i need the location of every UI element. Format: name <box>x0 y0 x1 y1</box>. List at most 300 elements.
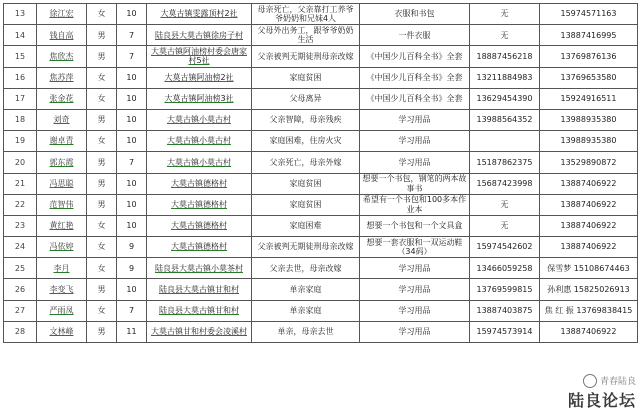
age: 10 <box>126 9 137 19</box>
sex: 女 <box>97 72 106 82</box>
address: 大莫古镇阿油榜2社 <box>164 72 234 82</box>
wish: 学习用品 <box>398 305 431 315</box>
table-row <box>4 173 638 194</box>
age: 7 <box>128 51 135 61</box>
reason-cell <box>252 321 360 342</box>
reason-cell <box>252 237 360 258</box>
age: 7 <box>128 30 135 40</box>
age-cell <box>117 25 147 46</box>
age-cell <box>117 258 147 279</box>
parent-phone-cell <box>470 4 540 25</box>
reason-cell <box>252 25 360 46</box>
wish: 学习用品 <box>398 263 431 273</box>
sex-cell <box>87 237 117 258</box>
wechat-icon <box>583 374 597 388</box>
contact-phone: 13887406922 <box>560 221 617 231</box>
parent-phone-cell <box>470 46 540 67</box>
age-cell <box>117 215 147 236</box>
reason: 父亲死亡，母亲外嫁 <box>269 157 342 167</box>
parent-phone: 无 <box>500 200 509 210</box>
wish-cell <box>360 46 470 67</box>
wish: 想要一套衣服和一双运动鞋（34码） <box>366 237 463 257</box>
wish: 《中国少儿百科全书》全套 <box>366 94 463 104</box>
row-number-cell <box>4 173 37 194</box>
address-cell <box>147 300 252 321</box>
address: 大莫古镇德格村 <box>171 200 227 210</box>
contact-phone: 13988935380 <box>560 115 617 125</box>
reason: 父母外出务工，跟爷爷奶奶生活 <box>257 25 354 45</box>
sex-cell <box>87 321 117 342</box>
wish: 学习用品 <box>398 284 431 294</box>
reason-cell <box>252 194 360 215</box>
wish-cell <box>360 215 470 236</box>
table-row <box>4 25 638 46</box>
address-cell <box>147 131 252 152</box>
table-row <box>4 258 638 279</box>
parent-phone: 无 <box>500 221 509 231</box>
wish-cell <box>360 88 470 109</box>
child-name-cell <box>37 88 87 109</box>
age-cell <box>117 131 147 152</box>
row-number-cell <box>4 88 37 109</box>
wish: 《中国少儿百科全书》全套 <box>366 51 463 61</box>
sex: 女 <box>97 263 106 273</box>
row-number-cell <box>4 152 37 173</box>
sex: 女 <box>97 136 106 146</box>
child-name-cell <box>37 131 87 152</box>
row-number: 13 <box>14 9 26 19</box>
wish-cell <box>360 4 470 25</box>
parent-phone-cell <box>470 25 540 46</box>
parent-phone: 15187862375 <box>476 157 533 167</box>
contact-phone: 保雪梦 15108674463 <box>547 263 630 273</box>
child-name: 严雨凤 <box>49 305 74 315</box>
table-row <box>4 215 638 236</box>
child-name: 李变飞 <box>49 284 74 294</box>
row-number: 18 <box>14 115 26 125</box>
reason: 家庭贫困 <box>289 72 322 82</box>
parent-phone-cell <box>470 88 540 109</box>
sex-cell <box>87 25 117 46</box>
table-row <box>4 4 638 25</box>
row-number: 15 <box>14 51 26 61</box>
address: 大莫古镇小莫古村 <box>167 115 231 125</box>
child-name: 文林峰 <box>49 327 74 337</box>
age-cell <box>117 4 147 25</box>
parent-phone: 13211884983 <box>476 72 533 82</box>
address: 大莫古镇小莫古村 <box>167 157 231 167</box>
parent-phone: 18887456218 <box>476 51 533 61</box>
reason: 父亲被判无期徒刑母亲改嫁 <box>257 51 354 61</box>
parent-phone-cell <box>470 279 540 300</box>
reason-cell <box>252 131 360 152</box>
sex-cell <box>87 215 117 236</box>
row-number-cell <box>4 4 37 25</box>
parent-phone-cell <box>470 321 540 342</box>
reason: 家庭困难 <box>289 221 322 231</box>
contact-phone: 13769876136 <box>560 51 617 61</box>
contact-phone-cell <box>540 215 638 236</box>
wish-cell <box>360 258 470 279</box>
contact-phone-cell <box>540 67 638 88</box>
child-name-cell <box>37 237 87 258</box>
address-cell <box>147 67 252 88</box>
parent-phone-cell <box>470 67 540 88</box>
child-name: 徐江宏 <box>49 9 74 19</box>
parent-phone: 15687423998 <box>476 178 533 188</box>
watermark-bottom: 陆良论坛 <box>567 391 636 410</box>
sex-cell <box>87 46 117 67</box>
wish-cell <box>360 131 470 152</box>
reason: 单亲家庭 <box>289 284 322 294</box>
row-number: 24 <box>14 242 26 252</box>
row-number-cell <box>4 194 37 215</box>
parent-phone: 13769599815 <box>476 284 533 294</box>
contact-phone-cell <box>540 88 638 109</box>
age: 7 <box>128 305 135 315</box>
contact-phone-cell <box>540 279 638 300</box>
wish-cell <box>360 321 470 342</box>
wish-cell <box>360 25 470 46</box>
parent-phone: 13988564352 <box>476 115 533 125</box>
wish: 想要一个书包和一个文具盒 <box>366 221 463 231</box>
age: 11 <box>126 327 137 337</box>
contact-phone: 13887406922 <box>560 200 617 210</box>
wish-cell <box>360 152 470 173</box>
parent-phone-cell <box>470 109 540 130</box>
sex-cell <box>87 88 117 109</box>
contact-phone-cell <box>540 258 638 279</box>
child-name-cell <box>37 46 87 67</box>
table-row <box>4 152 638 173</box>
reason: 母亲死亡，父亲靠打工养爷爷奶奶和兄妹4人 <box>257 4 354 24</box>
reason-cell <box>252 279 360 300</box>
age: 10 <box>126 94 137 104</box>
child-name: 黄红艳 <box>49 221 74 231</box>
row-number-cell <box>4 300 37 321</box>
sex: 男 <box>97 200 106 210</box>
age: 10 <box>126 178 137 188</box>
address: 大莫古镇德格村 <box>171 242 227 252</box>
row-number-cell <box>4 279 37 300</box>
age: 10 <box>126 115 137 125</box>
child-name: 谢卓青 <box>49 136 74 146</box>
address: 大莫古镇雯露顶村2社 <box>160 9 238 19</box>
row-number: 26 <box>14 284 26 294</box>
age-cell <box>117 46 147 67</box>
sex-cell <box>87 279 117 300</box>
age: 10 <box>126 200 137 210</box>
row-number-cell <box>4 131 37 152</box>
reason: 父亲去世，母亲改嫁 <box>269 263 342 273</box>
child-name-cell <box>37 4 87 25</box>
parent-phone: 无 <box>500 30 509 40</box>
table-row <box>4 321 638 342</box>
table-row <box>4 109 638 130</box>
sex-cell <box>87 300 117 321</box>
contact-phone-cell <box>540 46 638 67</box>
sex-cell <box>87 194 117 215</box>
contact-phone-cell <box>540 300 638 321</box>
address-cell <box>147 109 252 130</box>
child-name: 冯依婷 <box>49 242 74 252</box>
sex: 男 <box>97 327 106 337</box>
contact-phone-cell <box>540 152 638 173</box>
child-name: 焦苏萍 <box>49 72 74 82</box>
child-name: 钱自高 <box>49 30 74 40</box>
sex: 女 <box>97 242 106 252</box>
child-name-cell <box>37 152 87 173</box>
contact-phone: 15974571163 <box>560 9 617 19</box>
age-cell <box>117 300 147 321</box>
age-cell <box>117 88 147 109</box>
parent-phone: 无 <box>500 9 509 19</box>
address: 陆良县大莫古镇小莫茶村 <box>155 263 243 273</box>
address: 大莫古镇德格村 <box>171 178 227 188</box>
row-number: 21 <box>14 178 26 188</box>
sex-cell <box>87 67 117 88</box>
table-row <box>4 300 638 321</box>
address-cell <box>147 215 252 236</box>
reason-cell <box>252 152 360 173</box>
row-number: 17 <box>14 94 26 104</box>
row-number-cell <box>4 109 37 130</box>
age: 7 <box>128 157 135 167</box>
wish-cell <box>360 194 470 215</box>
parent-phone-cell <box>470 258 540 279</box>
reason-cell <box>252 67 360 88</box>
wish: 希望有一个书包和100多本作业本 <box>362 195 467 214</box>
table-row <box>4 237 638 258</box>
child-name-cell <box>37 215 87 236</box>
wish-cell <box>360 300 470 321</box>
child-name: 焦欣杰 <box>49 51 74 61</box>
address: 大莫古镇阿油榜村委会唐家村5社 <box>151 46 247 66</box>
row-number: 28 <box>14 327 26 337</box>
contact-phone-cell <box>540 109 638 130</box>
address: 陆良县大莫古镇徐房子村 <box>155 30 243 40</box>
reason-cell <box>252 4 360 25</box>
parent-phone-cell <box>470 131 540 152</box>
sex: 男 <box>97 157 106 167</box>
address: 陆良县大莫古镇甘和村 <box>159 305 239 315</box>
age: 10 <box>126 284 137 294</box>
contact-phone-cell <box>540 194 638 215</box>
parent-phone: 13887403875 <box>476 305 533 315</box>
contact-phone-cell <box>540 25 638 46</box>
wish: 学习用品 <box>398 327 431 337</box>
sex: 男 <box>97 30 106 40</box>
reason-cell <box>252 88 360 109</box>
table-row <box>4 46 638 67</box>
row-number-cell <box>4 237 37 258</box>
age: 9 <box>128 263 135 273</box>
parent-phone: 13629454390 <box>476 94 533 104</box>
row-number: 19 <box>14 136 26 146</box>
child-name-cell <box>37 109 87 130</box>
age-cell <box>117 67 147 88</box>
reason-cell <box>252 215 360 236</box>
address-cell <box>147 321 252 342</box>
reason: 家庭贫困 <box>289 200 322 210</box>
sex: 男 <box>97 284 106 294</box>
row-number: 20 <box>14 157 26 167</box>
reason-cell <box>252 46 360 67</box>
wish-cell <box>360 279 470 300</box>
address: 大莫古镇小莫古村 <box>167 136 231 146</box>
wish-cell <box>360 237 470 258</box>
reason-cell <box>252 109 360 130</box>
contact-phone: 孙利惠 15825026913 <box>547 284 630 294</box>
contact-phone-cell <box>540 131 638 152</box>
sex-cell <box>87 173 117 194</box>
row-number: 22 <box>14 200 26 210</box>
parent-phone: 15974542602 <box>476 242 533 252</box>
child-name-cell <box>37 25 87 46</box>
address-cell <box>147 4 252 25</box>
age: 10 <box>126 72 137 82</box>
row-number-cell <box>4 321 37 342</box>
age-cell <box>117 237 147 258</box>
row-number-cell <box>4 25 37 46</box>
child-name: 冯思聪 <box>49 178 74 188</box>
row-number: 25 <box>14 263 26 273</box>
wish: 衣服和书包 <box>394 9 435 19</box>
row-number-cell <box>4 258 37 279</box>
age-cell <box>117 279 147 300</box>
address: 大莫古镇甘和村委会凌溪村 <box>151 327 247 337</box>
table-row <box>4 194 638 215</box>
age: 9 <box>128 242 135 252</box>
reason-cell <box>252 300 360 321</box>
reason: 单亲，母亲去世 <box>277 327 334 337</box>
sex: 女 <box>97 305 106 315</box>
sex-cell <box>87 109 117 130</box>
row-number-cell <box>4 67 37 88</box>
child-name-cell <box>37 258 87 279</box>
age-cell <box>117 109 147 130</box>
contact-phone: 13887416995 <box>560 30 617 40</box>
row-number: 14 <box>14 30 26 40</box>
contact-phone-cell <box>540 321 638 342</box>
age-cell <box>117 194 147 215</box>
address-cell <box>147 279 252 300</box>
wish-cell <box>360 67 470 88</box>
wish: 学习用品 <box>398 136 431 146</box>
table-row <box>4 88 638 109</box>
orphan-list-table <box>3 3 638 343</box>
address-cell <box>147 25 252 46</box>
sex: 女 <box>97 9 106 19</box>
reason: 家庭贫困 <box>289 178 322 188</box>
address-cell <box>147 194 252 215</box>
watermark <box>568 374 636 412</box>
sex-cell <box>87 131 117 152</box>
row-number-cell <box>4 46 37 67</box>
address-cell <box>147 88 252 109</box>
wish: 学习用品 <box>398 115 431 125</box>
row-number-cell <box>4 215 37 236</box>
child-name-cell <box>37 173 87 194</box>
sex-cell <box>87 152 117 173</box>
sex: 女 <box>97 221 106 231</box>
parent-phone-cell <box>470 194 540 215</box>
age-cell <box>117 321 147 342</box>
child-name: 郭东霞 <box>49 157 74 167</box>
address: 大莫古镇阿油榜3社 <box>164 94 234 104</box>
wish-cell <box>360 173 470 194</box>
child-name-cell <box>37 194 87 215</box>
reason: 父母离异 <box>289 94 322 104</box>
contact-phone: 13529890872 <box>560 157 617 167</box>
row-number: 23 <box>14 221 26 231</box>
parent-phone-cell <box>470 300 540 321</box>
sex-cell <box>87 4 117 25</box>
address: 大莫古镇德格村 <box>171 221 227 231</box>
parent-phone-cell <box>470 237 540 258</box>
table-row <box>4 67 638 88</box>
reason: 家庭困难，住房火灾 <box>269 136 342 146</box>
address-cell <box>147 152 252 173</box>
wish-cell <box>360 109 470 130</box>
parent-phone-cell <box>470 173 540 194</box>
age: 10 <box>126 221 137 231</box>
contact-phone-cell <box>540 237 638 258</box>
address-cell <box>147 258 252 279</box>
sex-cell <box>87 258 117 279</box>
address-cell <box>147 173 252 194</box>
sex: 男 <box>97 115 106 125</box>
wish: 一件衣服 <box>398 30 431 40</box>
child-name: 刘奇 <box>53 115 70 125</box>
child-name: 李月 <box>53 263 70 273</box>
contact-phone: 13887406922 <box>560 242 617 252</box>
wish: 《中国少儿百科全书》全套 <box>366 72 463 82</box>
parent-phone: 15974573914 <box>476 327 533 337</box>
wish: 学习用品 <box>398 157 431 167</box>
address-cell <box>147 237 252 258</box>
row-number: 16 <box>14 72 26 82</box>
row-number: 27 <box>14 305 26 315</box>
child-name: 范智伟 <box>49 200 74 210</box>
age-cell <box>117 152 147 173</box>
watermark-top: 青春陆良 <box>599 376 636 387</box>
child-name-cell <box>37 279 87 300</box>
parent-phone-cell <box>470 215 540 236</box>
sex: 女 <box>97 94 106 104</box>
child-name-cell <box>37 321 87 342</box>
contact-phone: 15924916511 <box>560 94 617 104</box>
reason-cell <box>252 173 360 194</box>
contact-phone: 13988935380 <box>560 136 617 146</box>
table-row <box>4 279 638 300</box>
age-cell <box>117 173 147 194</box>
contact-phone: 焦 红 振 13769838415 <box>544 305 633 315</box>
contact-phone: 13769653580 <box>560 72 617 82</box>
wish: 想要一个书包，钢笔的两本故事书 <box>362 174 467 193</box>
contact-phone-cell <box>540 173 638 194</box>
table-row <box>4 131 638 152</box>
sex: 男 <box>97 51 106 61</box>
parent-phone-cell <box>470 152 540 173</box>
age: 10 <box>126 136 137 146</box>
child-name: 张金花 <box>49 94 74 104</box>
sex: 男 <box>97 178 106 188</box>
reason: 父亲智障，母亲残疾 <box>269 115 342 125</box>
reason: 单亲家庭 <box>289 305 322 315</box>
contact-phone: 13887406922 <box>560 327 617 337</box>
reason-cell <box>252 258 360 279</box>
